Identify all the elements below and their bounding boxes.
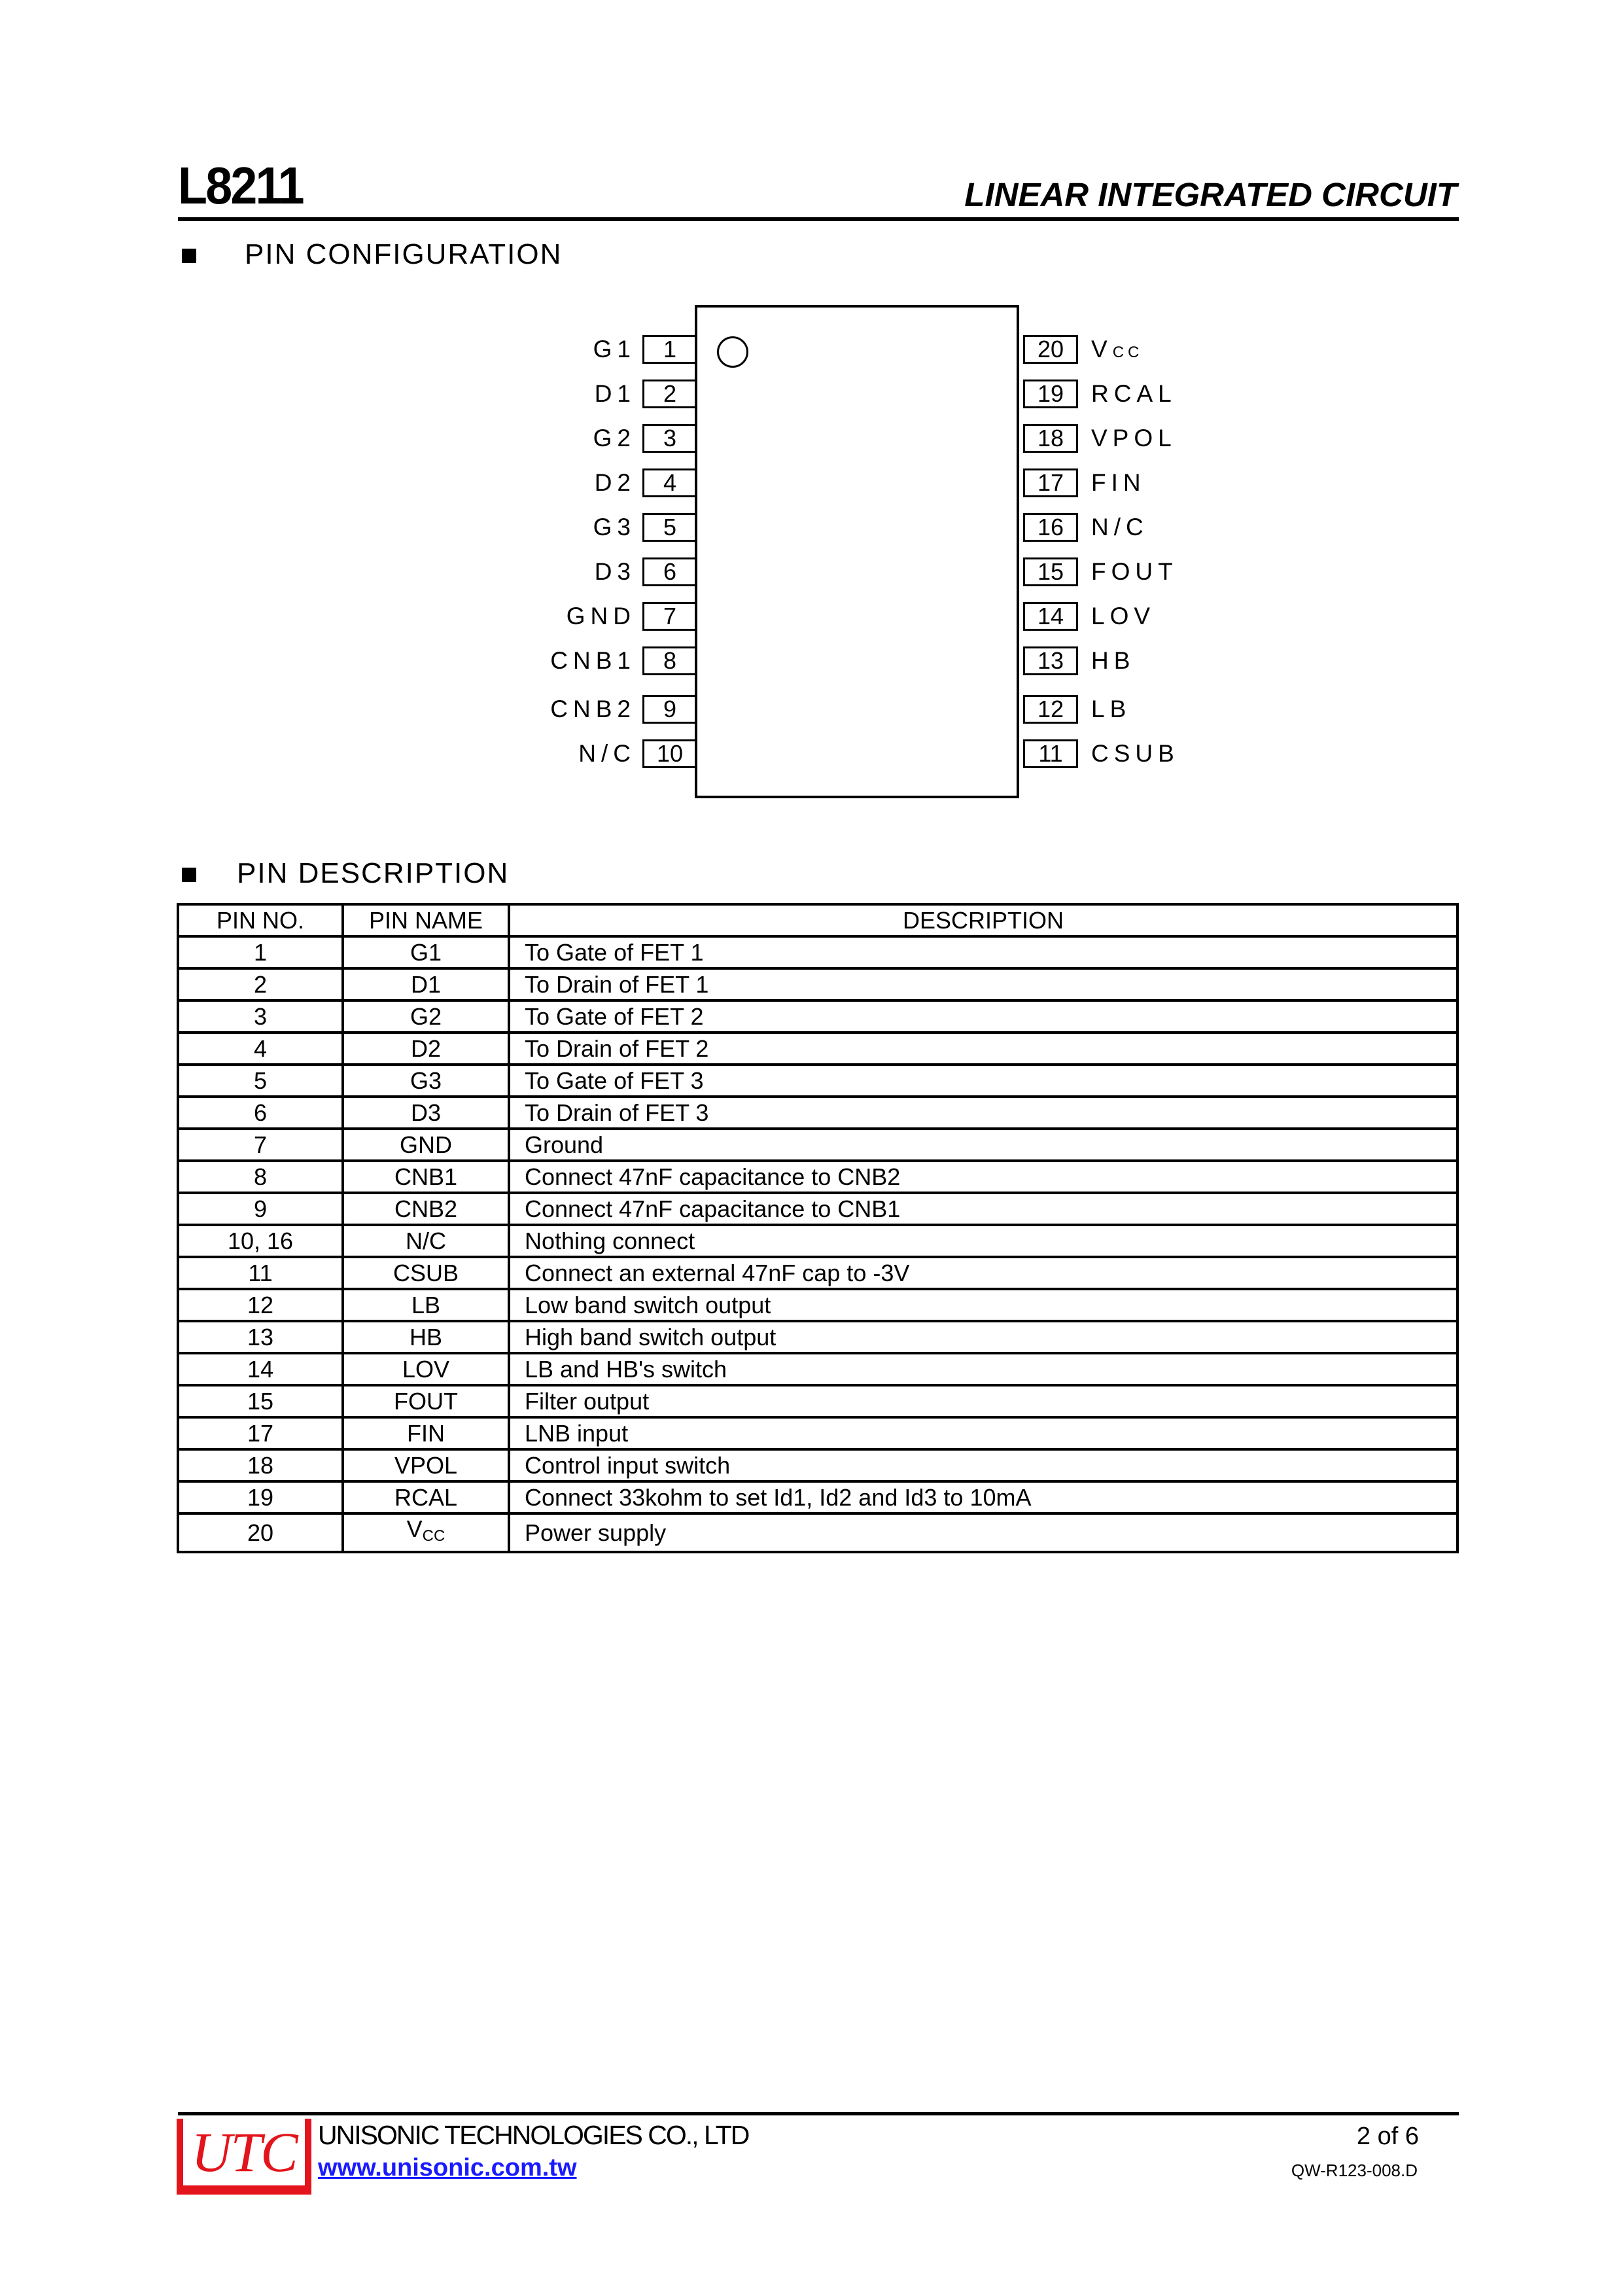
cell-pin-name (343, 1481, 509, 1513)
cell-pin-name-text: LOV (402, 1355, 450, 1383)
table-row (178, 1417, 1457, 1449)
pin-label (1091, 646, 1135, 675)
cell-pin-no: 12 (178, 1289, 343, 1321)
pin-number-box: 9 (642, 695, 697, 724)
pin-label-subscript: CC (1112, 344, 1143, 361)
table-row (178, 1481, 1457, 1513)
pin-number-box: 14 (1023, 602, 1078, 631)
cell-pin-name-text: LB (411, 1291, 441, 1318)
cell-pin-no: 15 (178, 1385, 343, 1417)
pin-label-text: FOUT (1091, 558, 1178, 585)
pin-label: N/C (578, 740, 636, 767)
cell-pin-name (343, 1321, 509, 1353)
table-row (178, 1065, 1457, 1097)
cell-description: Low band switch output (509, 1289, 1457, 1321)
cell-pin-name-text: CNB2 (394, 1195, 458, 1222)
ic-package-body (695, 305, 1019, 798)
table-row (178, 1353, 1457, 1385)
pin-number-box: 10 (642, 739, 697, 768)
cell-pin-name (343, 1033, 509, 1065)
pin-number-box: 1 (642, 335, 697, 364)
pin-label: GND (566, 603, 636, 629)
pin-number-box: 19 (1023, 380, 1078, 408)
pin-number-box: 6 (642, 557, 697, 586)
table-header-row (178, 904, 1457, 936)
cell-description: High band switch output (509, 1321, 1457, 1353)
pin-number-box: 2 (642, 380, 697, 408)
pin-label: D1 (594, 380, 636, 407)
cell-description: To Gate of FET 3 (509, 1065, 1457, 1097)
cell-description: To Gate of FET 1 (509, 936, 1457, 968)
cell-description: Connect an external 47nF cap to -3V (509, 1257, 1457, 1289)
pin1-marker-icon (717, 336, 748, 368)
pin-number-box: 3 (642, 424, 697, 453)
pin-number-box: 13 (1023, 646, 1078, 675)
table-row (178, 1257, 1457, 1289)
cell-pin-name-text: G3 (410, 1067, 442, 1094)
cell-pin-no: 9 (178, 1193, 343, 1225)
pin-label (1091, 557, 1178, 586)
header-divider (178, 217, 1459, 221)
cell-description: Ground (509, 1129, 1457, 1161)
cell-pin-no: 8 (178, 1161, 343, 1193)
table-row (178, 1225, 1457, 1257)
cell-pin-no: 6 (178, 1097, 343, 1129)
cell-description: To Drain of FET 2 (509, 1033, 1457, 1065)
cell-pin-name-text: HB (409, 1323, 442, 1351)
document-category: LINEAR INTEGRATED CIRCUIT (964, 176, 1457, 213)
cell-pin-name (343, 1065, 509, 1097)
cell-pin-name (343, 1000, 509, 1033)
cell-pin-name (343, 1097, 509, 1129)
table-row (178, 1193, 1457, 1225)
cell-description: Nothing connect (509, 1225, 1457, 1257)
pin-label-text: V (1091, 336, 1113, 362)
cell-pin-name-text: FIN (407, 1419, 445, 1447)
footer-divider (178, 2112, 1459, 2115)
cell-description: To Gate of FET 2 (509, 1000, 1457, 1033)
cell-description: Power supply (509, 1513, 1457, 1552)
cell-pin-name-text: D3 (410, 1099, 442, 1126)
cell-pin-name-text: D2 (410, 1034, 442, 1062)
pin-number-box: 16 (1023, 513, 1078, 542)
cell-pin-name-text: D1 (410, 970, 442, 998)
column-header-pin-no: PIN NO. (178, 904, 343, 936)
cell-description: Connect 47nF capacitance to CNB1 (509, 1193, 1457, 1225)
utc-logo (177, 2119, 311, 2195)
cell-pin-name (343, 1513, 509, 1552)
cell-pin-name-text: GND (400, 1131, 452, 1158)
pin-label: CNB1 (550, 647, 636, 674)
cell-pin-name-text: G2 (410, 1002, 442, 1030)
cell-pin-no: 17 (178, 1417, 343, 1449)
pin-label (1091, 335, 1143, 367)
cell-pin-name (343, 936, 509, 968)
document-number: QW-R123-008.D (1291, 2161, 1418, 2180)
pin-label-text: RCAL (1091, 380, 1177, 407)
pin-number-box: 4 (642, 468, 697, 497)
table-row (178, 1513, 1457, 1552)
section-bullet-icon (182, 249, 196, 263)
cell-pin-name-text: N/C (406, 1227, 446, 1254)
pin-number-box: 20 (1023, 335, 1078, 364)
cell-pin-no: 19 (178, 1481, 343, 1513)
table-row (178, 1385, 1457, 1417)
cell-pin-no: 1 (178, 936, 343, 968)
table-row (178, 1449, 1457, 1481)
pin-label-text: CSUB (1091, 740, 1179, 767)
pin-label-text: LOV (1091, 603, 1156, 629)
cell-description: Filter output (509, 1385, 1457, 1417)
section-title-pin-configuration: PIN CONFIGURATION (245, 238, 563, 270)
cell-pin-name-text: V (406, 1515, 423, 1542)
cell-pin-name (343, 1225, 509, 1257)
pin-label-text: FIN (1091, 469, 1146, 496)
part-number: L8211 (178, 156, 303, 215)
cell-description: To Drain of FET 1 (509, 968, 1457, 1000)
pin-label (1091, 513, 1149, 542)
section-title-pin-description: PIN DESCRIPTION (237, 857, 510, 889)
table-row (178, 1129, 1457, 1161)
cell-pin-name (343, 1161, 509, 1193)
cell-pin-no: 20 (178, 1513, 343, 1552)
pin-label (1091, 602, 1155, 631)
pin-label: D3 (594, 558, 636, 585)
cell-pin-no: 14 (178, 1353, 343, 1385)
cell-pin-name-text: CSUB (393, 1259, 459, 1286)
cell-pin-no: 11 (178, 1257, 343, 1289)
cell-pin-no: 4 (178, 1033, 343, 1065)
column-header-pin-name: PIN NAME (343, 904, 509, 936)
cell-pin-name (343, 1385, 509, 1417)
cell-pin-name-text: FOUT (394, 1387, 458, 1415)
pin-label (1091, 739, 1179, 768)
pin-label-text: VPOL (1091, 425, 1177, 451)
table-row (178, 1161, 1457, 1193)
cell-pin-name-text: VPOL (394, 1451, 458, 1479)
column-header-description: DESCRIPTION (509, 904, 1457, 936)
pin-label (1091, 695, 1131, 724)
cell-description: LB and HB's switch (509, 1353, 1457, 1385)
cell-description: To Drain of FET 3 (509, 1097, 1457, 1129)
logo-text: UTC (183, 2119, 305, 2185)
table-row (178, 1289, 1457, 1321)
cell-pin-name (343, 1193, 509, 1225)
pin-label (1091, 380, 1177, 408)
section-bullet-icon (182, 868, 196, 882)
pin-label: G3 (593, 514, 636, 540)
pin-label: CNB2 (550, 696, 636, 722)
cell-pin-no: 18 (178, 1449, 343, 1481)
cell-pin-no: 2 (178, 968, 343, 1000)
company-name: UNISONIC TECHNOLOGIES CO., LTD (318, 2120, 749, 2150)
cell-pin-name (343, 1257, 509, 1289)
cell-description: Control input switch (509, 1449, 1457, 1481)
pin-number-box: 12 (1023, 695, 1078, 724)
cell-pin-name (343, 1289, 509, 1321)
pin-label (1091, 468, 1146, 497)
table-row (178, 1321, 1457, 1353)
cell-pin-name (343, 968, 509, 1000)
pin-number-box: 11 (1023, 739, 1078, 768)
table-row (178, 1000, 1457, 1033)
table-row (178, 1097, 1457, 1129)
cell-pin-no: 3 (178, 1000, 343, 1033)
table-row (178, 968, 1457, 1000)
pin-number-box: 5 (642, 513, 697, 542)
cell-pin-name (343, 1417, 509, 1449)
table-row (178, 936, 1457, 968)
table-row (178, 1033, 1457, 1065)
cell-pin-name (343, 1449, 509, 1481)
pin-number-box: 15 (1023, 557, 1078, 586)
pin-label-text: N/C (1091, 514, 1149, 540)
cell-pin-name-text: CNB1 (394, 1163, 458, 1190)
pin-label: G2 (593, 425, 636, 451)
cell-pin-name-text: RCAL (394, 1483, 458, 1511)
pin-label: G1 (593, 336, 636, 362)
cell-pin-no: 13 (178, 1321, 343, 1353)
pin-label (1091, 424, 1177, 453)
cell-pin-name-text: G1 (410, 938, 442, 966)
cell-pin-no: 5 (178, 1065, 343, 1097)
pin-label-text: LB (1091, 696, 1132, 722)
pin-number-box: 17 (1023, 468, 1078, 497)
cell-pin-name (343, 1353, 509, 1385)
pin-description-table (177, 903, 1459, 1553)
cell-pin-name (343, 1129, 509, 1161)
page-number: 2 of 6 (1356, 2123, 1419, 2150)
pin-label: D2 (594, 469, 636, 496)
cell-pin-no: 10, 16 (178, 1225, 343, 1257)
cell-description: LNB input (509, 1417, 1457, 1449)
pin-number-box: 8 (642, 646, 697, 675)
pin-number-box: 18 (1023, 424, 1078, 453)
pin-number-box: 7 (642, 602, 697, 631)
cell-pin-name-subscript: CC (422, 1527, 445, 1545)
pin-label-text: HB (1091, 647, 1136, 674)
cell-pin-no: 7 (178, 1129, 343, 1161)
website-link[interactable]: www.unisonic.com.tw (318, 2154, 577, 2181)
cell-description: Connect 47nF capacitance to CNB2 (509, 1161, 1457, 1193)
cell-description: Connect 33kohm to set Id1, Id2 and Id3 to 10mA (509, 1481, 1457, 1513)
